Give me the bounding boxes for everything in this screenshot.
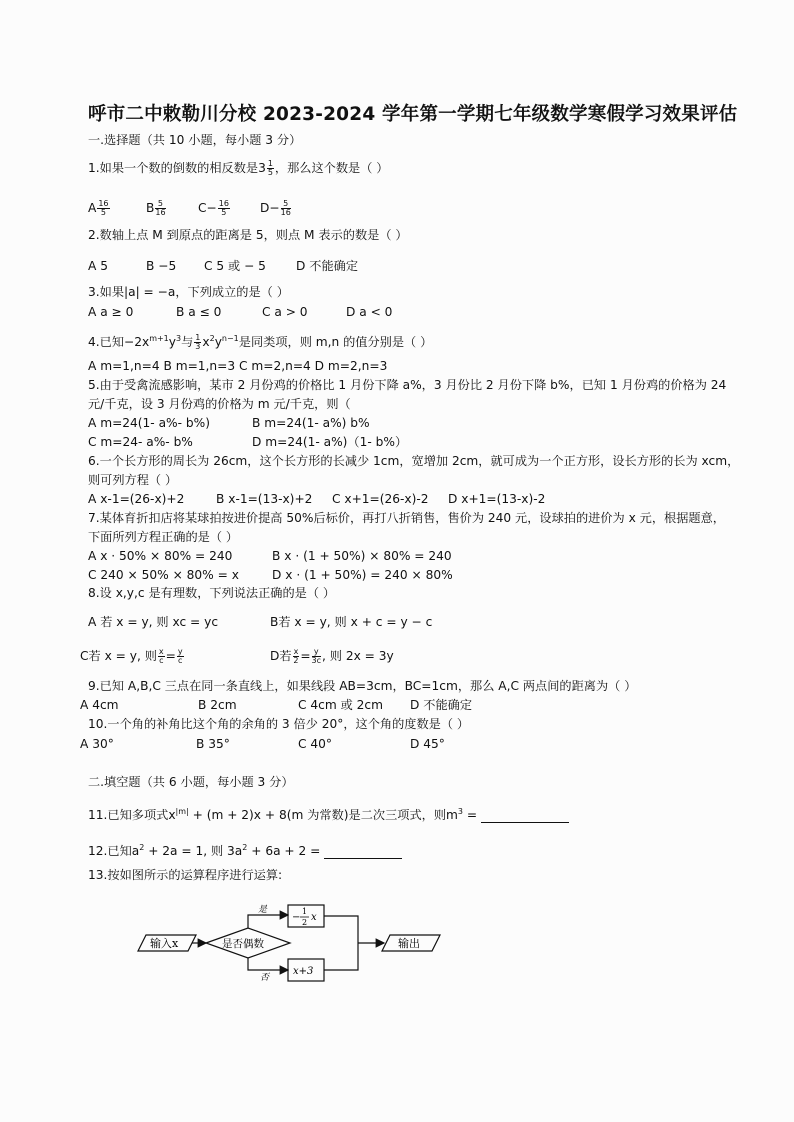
question-5-stem-line-2: 元/千克，设 3 月份鸡的价格为 m 元/千克，则（ [88, 397, 351, 411]
question-9-option-b: B 2cm [198, 698, 237, 712]
question-3-option-d: D a < 0 [346, 305, 393, 319]
question-2-option-c: C 5 或 − 5 [204, 259, 266, 273]
question-7-option-b: B x · (1 + 50%) × 80% = 240 [272, 549, 452, 563]
yes-label: 是 [258, 905, 268, 915]
question-5-option-b: B m=24(1- a%) b% [252, 416, 370, 430]
question-1-option-d: D− $\frac{5}{16}$ [260, 199, 291, 217]
question-4-options: A m=1,n=4 B m=1,n=3 C m=2,n=4 D m=2,n=3 [88, 359, 388, 373]
question-7-option-a: A x · 50% × 80% = 240 [88, 549, 233, 563]
question-3-stem: 3.如果|a| = −a，下列成立的是（ ） [88, 285, 289, 299]
question-9-option-c: C 4cm 或 2cm [298, 698, 383, 712]
question-7-option-c: C 240 × 50% × 80% = x [88, 568, 239, 582]
question-8-option-a: A 若 x = y, 则 xc = yc [88, 615, 219, 629]
question-4-stem: 4.已知$-2x^{m+1}y^3$与 $\frac{1}{3}$ $x^2y^{n-1}$是同类项，则 m,n 的值分别是（ ） [88, 333, 433, 352]
question-9-option-a: A 4cm [80, 698, 119, 712]
question-3-option-b: B a ≤ 0 [176, 305, 222, 319]
question-12: 12.已知$a^2 + 2a = 1$, 则 $3a^2 + 6a + 2$ = [88, 840, 402, 859]
question-13-stem: 13.按如图所示的运算程序进行运算: [88, 868, 283, 882]
section-heading-choice: 一.选择题（共 10 小题，每小题 3 分） [88, 133, 302, 147]
question-6-option-b: B x-1=(13-x)+2 [216, 492, 313, 506]
question-5-option-d: D m=24(1- a%)（1- b%） [252, 435, 408, 449]
box1-variable: x [311, 912, 317, 923]
decision-label: 是否偶数 [222, 938, 264, 950]
question-7-stem-line-2: 下面所列方程正确的是（ ） [88, 530, 239, 544]
question-2-stem: 2.数轴上点 M 到原点的距离是 5，则点 M 表示的数是（ ） [88, 228, 408, 242]
question-5-option-c: C m=24- a%- b% [88, 435, 193, 449]
question-5-option-a: A m=24(1- a%- b%) [88, 416, 210, 430]
question-8-option-d: D若 $\frac{x}{2}$ = $\frac{y}{3c}$ , 则 2x = 3y [270, 647, 394, 665]
question-6-option-c: C x+1=(26-x)-2 [332, 492, 429, 506]
question-3-option-c: C a > 0 [262, 305, 308, 319]
question-1-option-c: C− $\frac{16}{5}$ [198, 199, 229, 217]
box1-denominator: 2 [302, 918, 308, 927]
connector-yes [248, 915, 288, 928]
question-1-stem: 1.如果一个数的倒数的相反数是3 [88, 161, 266, 175]
question-3-option-a: A a ≥ 0 [88, 305, 134, 319]
connector-no [248, 958, 288, 970]
question-1-stem-tail: ，那么这个数是（ ） [274, 161, 389, 175]
question-8-option-c: C若 x = y, 则 $\frac{x}{c}$ = $\frac{y}{c}$ [80, 647, 183, 665]
question-6-stem-line-1: 6.一个长方形的周长为 26cm，这个长方形的长减少 1cm，宽增加 2cm，就可成为一个正方形，设长方形的长为 xcm， [88, 454, 740, 468]
question-10-option-a: A 30° [80, 737, 114, 751]
question-6-option-d: D x+1=(13-x)-2 [448, 492, 546, 506]
question-10-option-b: B 35° [196, 737, 230, 751]
no-label: 否 [260, 973, 270, 983]
question-1-option-a: A $\frac{16}{5}$ [88, 199, 109, 217]
box2-label: x+3 [293, 966, 314, 977]
question-7-option-d: D x · (1 + 50%) = 240 × 80% [272, 568, 453, 582]
question-6-option-a: A x-1=(26-x)+2 [88, 492, 185, 506]
question-2-option-a: A 5 [88, 259, 108, 273]
fraction-denominator: 5 [267, 168, 273, 177]
page-title: 呼市二中敕勒川分校 2023-2024 学年第一学期七年级数学寒假学习效果评估 [88, 104, 738, 125]
section-heading-fill-in: 二.填空题（共 6 小题，每小题 3 分） [88, 775, 294, 789]
output-label: 输出 [398, 937, 420, 950]
question-10-option-c: C 40° [298, 737, 332, 751]
question-7-stem-line-1: 7.某体育折扣店将某球拍按进价提高 50%后标价，再打八折销售，售价为 240 元，设球拍的进价为 x 元，根据题意， [88, 511, 725, 525]
question-9-stem: 9.已知 A,B,C 三点在同一条直线上，如果线段 AB=3cm，BC=1cm，那么 A,C 两点间的距离为（ ） [88, 679, 637, 693]
question-1-option-b: B $\frac{5}{16}$ [146, 199, 166, 217]
question-8-option-b: B若 x = y, 则 x + c = y − c [270, 615, 433, 629]
question-5-stem-line-1: 5.由于受禽流感影响，某市 2 月份鸡的价格比 1 月份下降 a%，3 月份比 2 月份下降 b%，已知 1 月份鸡的价格为 24 [88, 378, 727, 392]
box1-sign: − [292, 912, 301, 923]
fraction-numerator: 1 [267, 159, 273, 168]
question-10-stem: 10.一个角的补角比这个角的余角的 3 倍少 20°，这个角的度数是（ ） [88, 717, 470, 731]
question-8-stem: 8.设 x,y,c 是有理数，下列说法正确的是（ ） [88, 586, 336, 600]
input-label: 输入x [150, 937, 179, 950]
question-9-option-d: D 不能确定 [410, 698, 473, 712]
question-2-option-d: D 不能确定 [296, 259, 359, 273]
box1-numerator: 1 [302, 907, 308, 916]
question-10-option-d: D 45° [410, 737, 445, 751]
merge-connector [324, 916, 358, 970]
question-6-stem-line-2: 则可列方程（ ） [88, 473, 178, 487]
question-11: 11.已知多项式$x^{|m|} + (m + 2)x + 8(m$ 为常数)是二次三项式，则$m^3$ = [88, 804, 569, 823]
question-2-option-b: B −5 [146, 259, 177, 273]
